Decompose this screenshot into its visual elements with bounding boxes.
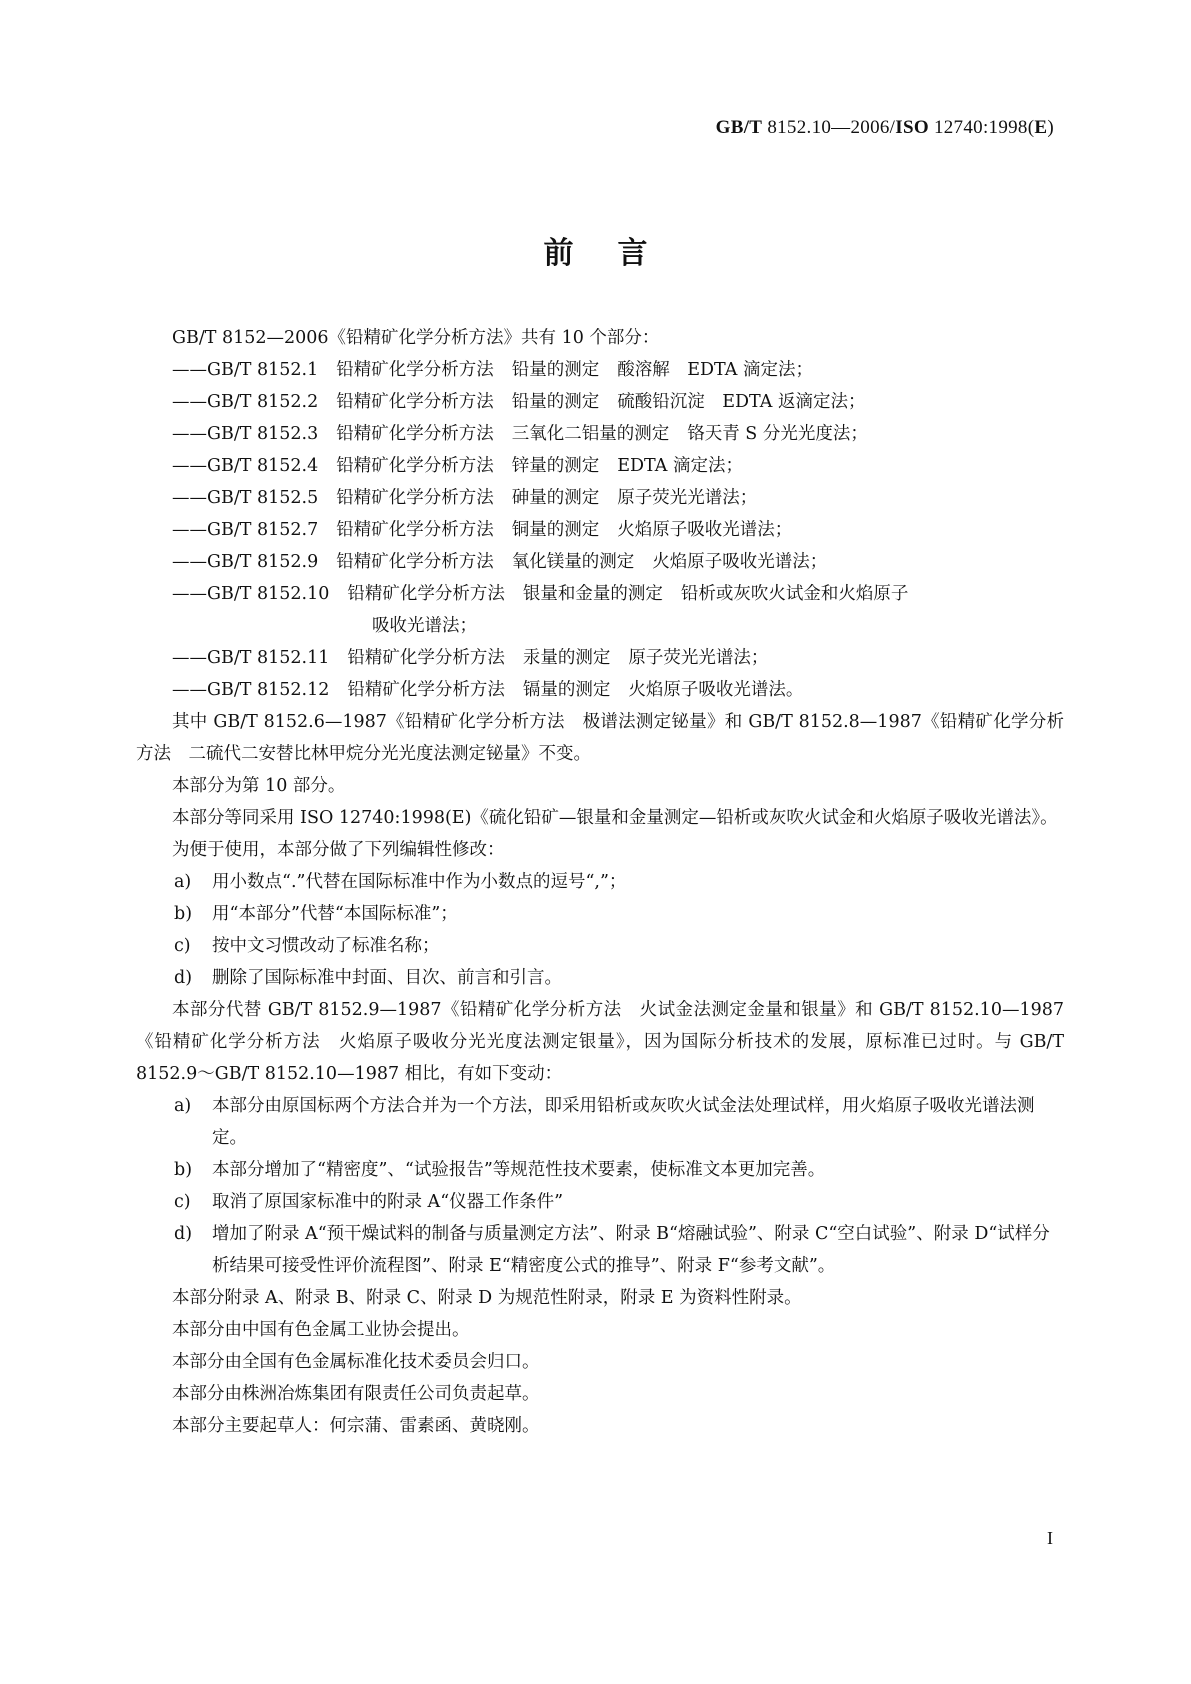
header-lang: E	[1034, 117, 1048, 138]
part-item: ——GB/T 8152.4 铅精矿化学分析方法 锌量的测定 EDTA 滴定法；	[172, 456, 743, 476]
list-item: b) 用“本部分”代替“本国际标准”；	[174, 904, 458, 924]
changes-list	[136, 1090, 1064, 1282]
edits-list	[136, 866, 1064, 994]
standard-number-header	[716, 117, 1054, 139]
proposed-paragraph: 本部分由中国有色金属工业协会提出。	[172, 1320, 470, 1340]
replace-paragraph: 本部分代替 GB/T 8152.9—1987《铅精矿化学分析方法 火试金法测定金量和银量》和 GB/T 8152.10—1987《铅精矿化学分析方法 火焰原子吸收分光光度法测定银量》，因为国际分析技术的发展，原标准已过时。与 GB/T 8152.9～GB/T 8152.10—1987 相比，有如下变动：	[136, 1000, 1064, 1084]
unchanged-paragraph: 其中 GB/T 8152.6—1987《铅精矿化学分析方法 极谱法测定铋量》和 GB/T 8152.8—1987《铅精矿化学分析方法 二硫代二安替比林甲烷分光光度法测定铋量》不变。	[136, 712, 1064, 764]
part-item: ——GB/T 8152.3 铅精矿化学分析方法 三氧化二铝量的测定 铬天青 S 分光光度法；	[172, 424, 868, 444]
edit-intro-paragraph: 为便于使用，本部分做了下列编辑性修改：	[172, 840, 505, 860]
adopt-paragraph: 本部分等同采用 ISO 12740:1998(E)《硫化铅矿—银量和金量测定—铅析或灰吹火试金和火焰原子吸收光谱法》。	[172, 808, 1058, 828]
header-iso-num: 12740:1998(	[928, 117, 1035, 138]
drafted-paragraph: 本部分由株洲冶炼集团有限责任公司负责起草。	[172, 1384, 540, 1404]
list-item: d) 删除了国际标准中封面、目次、前言和引言。	[174, 968, 562, 988]
parts-list	[136, 354, 1064, 706]
part-item: ——GB/T 8152.1 铅精矿化学分析方法 铅量的测定 酸溶解 EDTA 滴定法；	[172, 360, 813, 380]
list-item: b) 本部分增加了“精密度”、“试验报告”等规范性技术要素，使标准文本更加完善。	[174, 1160, 826, 1180]
drafters-paragraph: 本部分主要起草人：何宗蒲、雷素函、黄晓刚。	[172, 1416, 540, 1436]
intro-paragraph: GB/T 8152—2006《铅精矿化学分析方法》共有 10 个部分：	[172, 328, 660, 348]
centralized-paragraph: 本部分由全国有色金属标准化技术委员会归口。	[172, 1352, 540, 1372]
part-item: ——GB/T 8152.9 铅精矿化学分析方法 氧化镁量的测定 火焰原子吸收光谱法；	[172, 552, 828, 572]
header-end: )	[1047, 117, 1054, 138]
annex-paragraph: 本部分附录 A、附录 B、附录 C、附录 D 为规范性附录，附录 E 为资料性附录。	[172, 1288, 802, 1308]
list-item: a) 本部分由原国标两个方法合并为一个方法，即采用铅析或灰吹火试金法处理试样，用火焰原子吸收光谱法测定。	[174, 1096, 1035, 1148]
header-iso: ISO	[895, 117, 929, 138]
list-item: a) 用小数点“.”代替在国际标准中作为小数点的逗号“,”；	[174, 872, 627, 892]
part-item: ——GB/T 8152.7 铅精矿化学分析方法 铜量的测定 火焰原子吸收光谱法；	[172, 520, 793, 540]
header-gb-num: 8152.10—2006/	[762, 117, 896, 138]
list-item: c) 按中文习惯改动了标准名称；	[174, 936, 440, 956]
part-item: ——GB/T 8152.12 铅精矿化学分析方法 镉量的测定 火焰原子吸收光谱法。	[172, 680, 804, 700]
page-number: I	[1047, 1528, 1053, 1548]
list-item: d) 增加了附录 A“预干燥试料的制备与质量测定方法”、附录 B“熔融试验”、附录 C“空白试验”、附录 D“试样分析结果可接受性评价流程图”、附录 E“精密度公式的推导”、附录 F“参考文献”。	[174, 1224, 1050, 1276]
part-item: ——GB/T 8152.5 铅精矿化学分析方法 砷量的测定 原子荧光光谱法；	[172, 488, 758, 508]
part-item: ——GB/T 8152.11 铅精矿化学分析方法 汞量的测定 原子荧光光谱法；	[172, 648, 769, 668]
part-item: ——GB/T 8152.2 铅精矿化学分析方法 铅量的测定 硫酸铅沉淀 EDTA 返滴定法；	[172, 392, 866, 412]
page-title: 前言	[543, 236, 692, 271]
foreword-body	[136, 322, 1064, 1442]
list-item: c) 取消了原国家标准中的附录 A“仪器工作条件”	[174, 1192, 564, 1212]
part10-paragraph: 本部分为第 10 部分。	[172, 776, 346, 796]
header-gb: GB/T	[715, 117, 763, 138]
part-item: ——GB/T 8152.10 铅精矿化学分析方法 银量和金量的测定 铅析或灰吹火试金和火焰原子 吸收光谱法；	[172, 584, 909, 636]
